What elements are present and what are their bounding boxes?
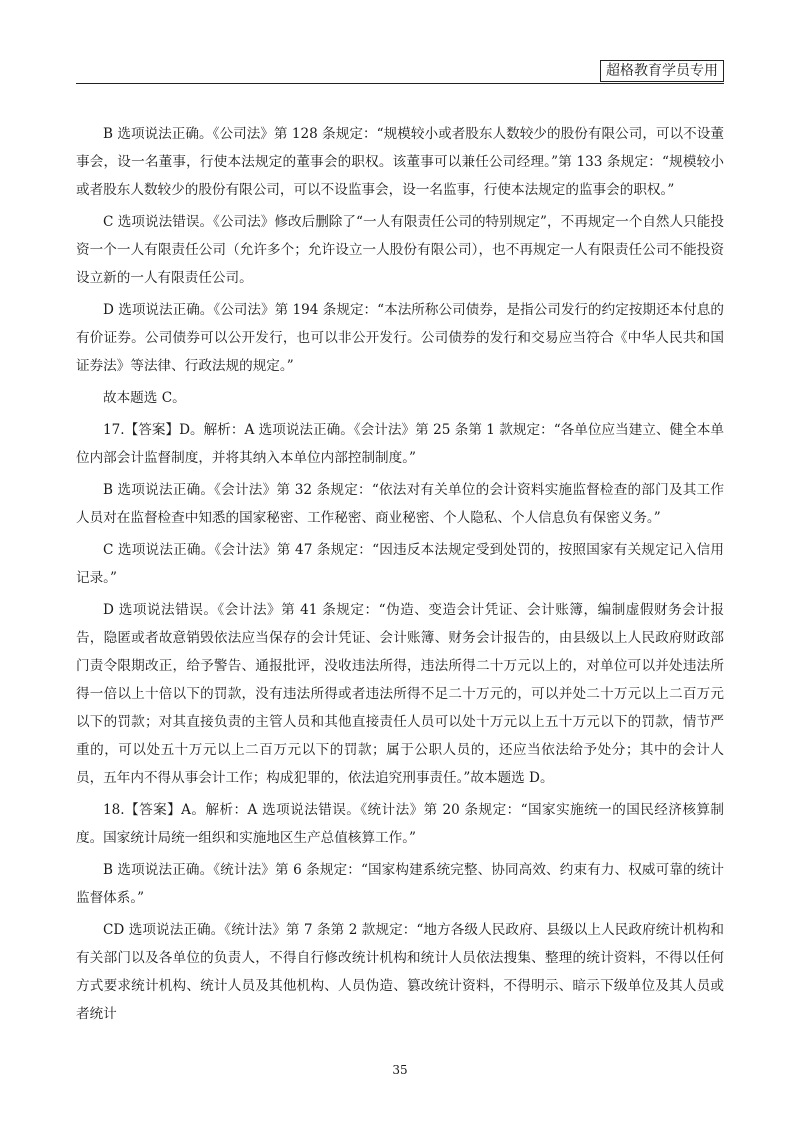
paragraph: 故本题选 C。 xyxy=(103,390,186,406)
header-tag: 超格教育学员专用 xyxy=(600,60,724,82)
page-number: 35 xyxy=(392,1063,408,1077)
paragraph: D 选项说法正确。《公司法》第 194 条规定：“本法所称公司债券，是指公司发行的约定按期还本付息的有价证券。公司债券可以公开发行，也可以非公开发行。公司债券的发行和交易应当符合《中华人民共和国证券法》等法律、行政法规的规定。” xyxy=(76,302,724,374)
paragraph: CD 选项说法正确。《统计法》第 7 条第 2 款规定：“地方各级人民政府、县级以上人民政府统计机构和有关部门以及各单位的负责人，不得自行修改统计机构和统计人员依法搜集、整理的统计资料，不得以任何方式要求统计机构、统计人员及其他机构、人员伪造、篡改统计资料，不得明示、暗示下级单位及其人员或者统计 xyxy=(76,922,724,1022)
paragraph: B 选项说法正确。《公司法》第 128 条规定：“规模较小或者股东人数较少的股份有限公司，可以不设董事会，设一名董事，行使本法规定的董事会的职权。该董事可以兼任公司经理。”第 133 条规定：“规模较小或者股东人数较少的股份有限公司，可以不设监事会，设一名监事，行使本法规定的监事会的职权。” xyxy=(76,126,724,198)
paragraph: C 选项说法错误。《公司法》修改后删除了“一人有限责任公司的特别规定”，不再规定一个自然人只能投资一个一人有限责任公司（允许多个；允许设立一人股份有限公司），也不再规定一人有限责任公司不能投资设立新的一人有限责任公司。 xyxy=(76,214,724,286)
paragraph: 17.【答案】D。解析：A 选项说法正确。《会计法》第 25 条第 1 款规定：“各单位应当建立、健全本单位内部会计监督制度，并将其纳入本单位内部控制制度。” xyxy=(76,422,724,466)
header-divider xyxy=(76,83,724,84)
paragraph: C 选项说法正确。《会计法》第 47 条规定：“因违反本法规定受到处罚的，按照国家有关规定记入信用记录。” xyxy=(76,542,724,586)
paragraph: B 选项说法正确。《会计法》第 32 条规定：“依法对有关单位的会计资料实施监督检查的部门及其工作人员对在监督检查中知悉的国家秘密、工作秘密、商业秘密、个人隐私、个人信息负有保密义务。” xyxy=(76,482,724,526)
paragraph: B 选项说法正确。《统计法》第 6 条规定：“国家构建系统完整、协同高效、约束有力、权威可靠的统计监督体系。” xyxy=(76,862,724,906)
paragraph: D 选项说法错误。《会计法》第 41 条规定：“伪造、变造会计凭证、会计账簿，编制虚假财务会计报告，隐匿或者故意销毁依法应当保存的会计凭证、会计账簿、财务会计报告的，由县级以上人民政府财政部门责令限期改正，给予警告、通报批评，没收违法所得，违法所得二十万元以上的，对单位可以并处违法所得一倍以上十倍以下的罚款，没有违法所得或者违法所得不足二十万元的，可以并处二十万元以上二百万元以下的罚款；对其直接负责的主管人员和其他直接责任人员可以处十万元以上五十万元以下的罚款，情节严重的，可以处五十万元以上二百万元以下的罚款；属于公职人员的，还应当依法给予处分；其中的会计人员，五年内不得从事会计工作；构成犯罪的，依法追究刑事责任。”故本题选 D。 xyxy=(76,602,724,786)
paragraph: 18.【答案】A。解析：A 选项说法错误。《统计法》第 20 条规定：“国家实施统一的国民经济核算制度。国家统计局统一组织和实施地区生产总值核算工作。” xyxy=(76,802,724,846)
document-body xyxy=(76,120,724,1032)
